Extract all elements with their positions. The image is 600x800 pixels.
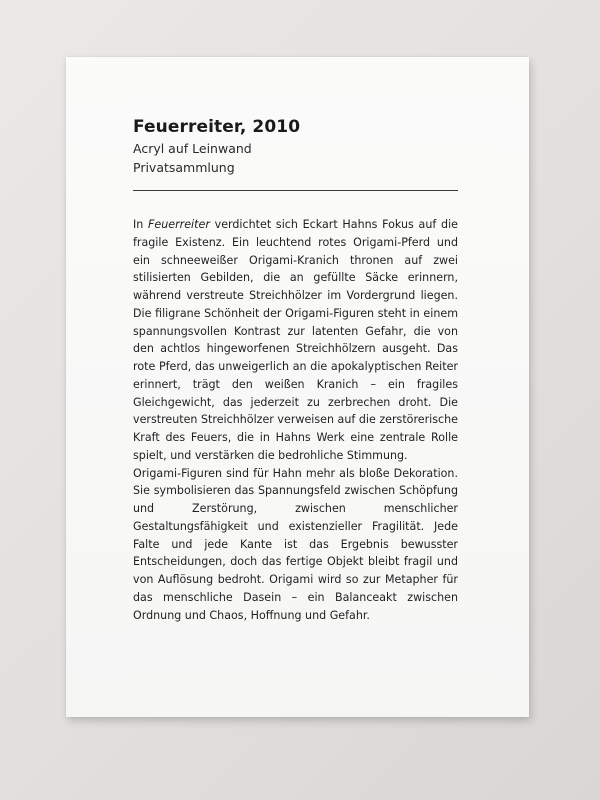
- work-title-italic: Feuerreiter: [148, 218, 210, 231]
- artwork-collection: Privatsammlung: [133, 160, 235, 175]
- divider-line: [133, 190, 458, 191]
- museum-wall-label: [66, 57, 529, 717]
- artwork-title: Feuerreiter, 2010: [133, 117, 301, 137]
- paragraph-1-text: verdichtet sich Eckart Hahns Fokus auf die fragile Existenz. Ein leuchtend rotes Origami-Pferd und ein schneeweißer Origami-Kranich thronen auf zwei stilisierten Gebilden, die an gefüllte Säcke erinnern, während verstreute Streichhölzer im Vordergrund liegen. Die filigrane Schönheit der Origami-Figuren steht in einem spannungsvollen Kontrast zur latenten Gefahr, die von den achtlos hingeworfenen Streichhölzern ausgeht. Das rote Pferd, das unweigerlich an die apokalyptischen Reiter erinnert, trägt den weißen Kranich – ein fragiles Gleichgewicht, das jederzeit zu zerbrechen droht. Die verstreuten Streichhölzer verweisen auf die zerstörerische Kraft des Feuers, die in Hahns Werk eine zentrale Rolle spielt, und verstärken die bedrohliche Stimmung.: [133, 218, 458, 462]
- description-paragraph-1: [133, 216, 458, 465]
- paragraph-1-prefix: In: [133, 218, 149, 231]
- description-paragraph-2: Origami-Figuren sind für Hahn mehr als bloße Dekoration. Sie symbolisieren das Spannungsfeld zwischen Schöpfung und Zerstörung, zwischen menschlicher Gestaltungsfähigkeit und existenzieller Fragilität. Jede Falte und jede Kante ist das Ergebnis bewusster Entscheidungen, doch das fertige Objekt bleibt fragil und von Auflösung bedroht. Origami wird so zur Metapher für das menschliche Dasein – ein Balanceakt zwischen Ordnung und Chaos, Hoffnung und Gefahr.: [133, 466, 458, 622]
- artwork-medium: Acryl auf Leinwand: [133, 141, 252, 156]
- label-description: [133, 216, 458, 624]
